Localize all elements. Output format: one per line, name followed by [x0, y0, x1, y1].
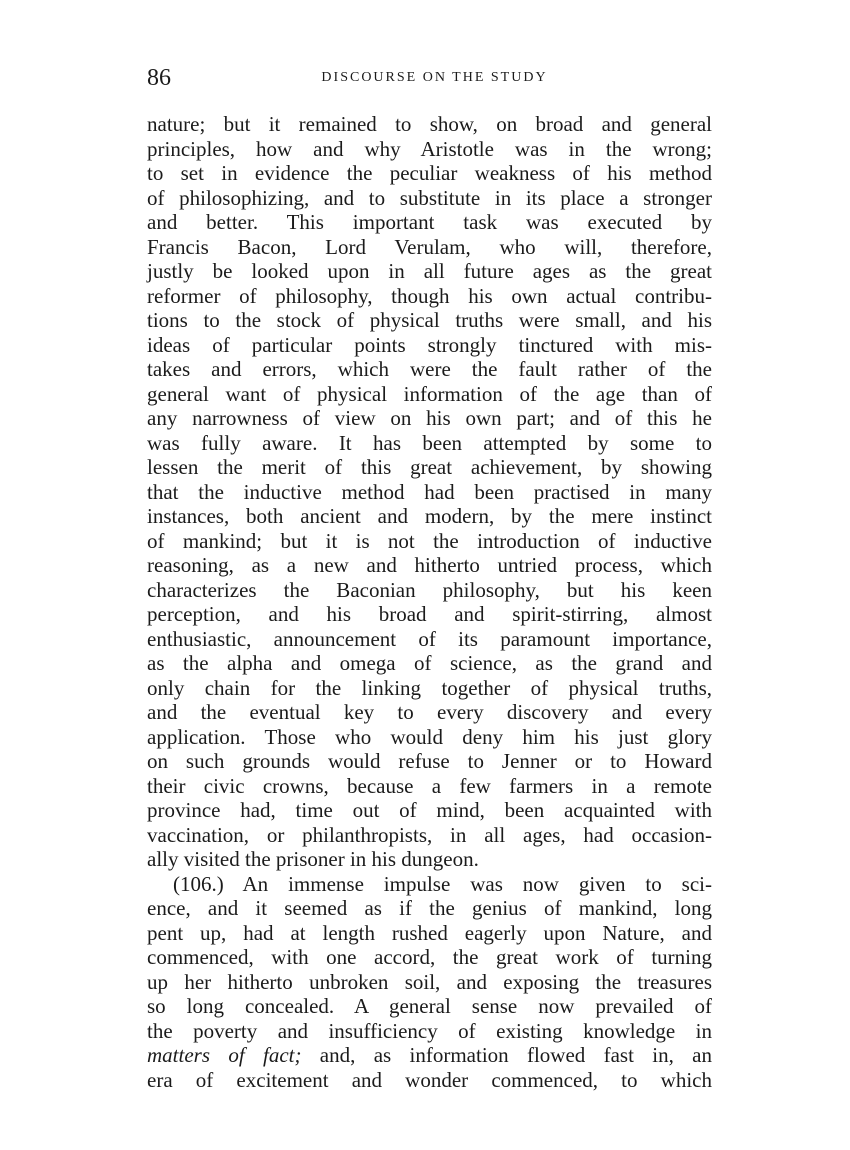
- text-line: only chain for the linking together of physical truths,: [147, 675, 712, 700]
- text-line: ideas of particular points strongly tinctured with mis-: [147, 332, 712, 357]
- text-line: any narrowness of view on his own part; and of this he: [147, 406, 712, 430]
- text-line: application. Those who would deny him his just glory: [147, 724, 712, 749]
- text-segment: and, as information flowed fast in, an: [301, 1043, 712, 1067]
- text-line: reformer of philosophy, though his own actual contribu-: [147, 283, 712, 308]
- text-line: on such grounds would refuse to Jenner or to Howard: [147, 749, 712, 773]
- italic-phrase: matters of fact;: [147, 1043, 302, 1067]
- text-line: reasoning, as a new and hitherto untried process, which: [147, 553, 712, 577]
- running-head: [147, 64, 712, 92]
- text-line: as the alpha and omega of science, as the grand and: [147, 651, 712, 675]
- text-line: enthusiastic, announcement of its paramount importance,: [147, 626, 712, 651]
- text-line: takes and errors, which were the fault rather of the: [147, 357, 712, 381]
- text-line: and the eventual key to every discovery and every: [147, 700, 712, 724]
- text-line: to set in evidence the peculiar weakness of his method: [147, 161, 712, 185]
- text-line: [147, 1043, 712, 1068]
- text-line: that the inductive method had been practised in many: [147, 479, 712, 504]
- text-line: (106.) An immense impulse was now given to sci-: [173, 871, 712, 896]
- text-line: nature; but it remained to show, on broad and general: [147, 112, 712, 136]
- text-line: up her hitherto unbroken soil, and exposing the treasures: [147, 969, 712, 994]
- text-line: justly be looked upon in all future ages as the great: [147, 259, 712, 283]
- text-line: of mankind; but it is not the introduction of inductive: [147, 528, 712, 553]
- body-text: [147, 112, 712, 1092]
- page-number: 86: [147, 65, 171, 91]
- text-line: instances, both ancient and modern, by the mere instinct: [147, 504, 712, 528]
- text-line: tions to the stock of physical truths were small, and his: [147, 308, 712, 332]
- text-line: vaccination, or philanthropists, in all ages, had occasion-: [147, 822, 712, 847]
- text-line: pent up, had at length rushed eagerly upon Nature, and: [147, 920, 712, 945]
- text-line: characterizes the Baconian philosophy, but his keen: [147, 577, 712, 602]
- text-line: and better. This important task was executed by: [147, 210, 712, 234]
- text-line: ence, and it seemed as if the genius of mankind, long: [147, 896, 712, 920]
- text-line: commenced, with one accord, the great work of turning: [147, 945, 712, 969]
- text-line: era of excitement and wonder commenced, to which: [147, 1067, 712, 1092]
- text-line: ally visited the prisoner in his dungeon.: [147, 847, 479, 871]
- text-line: lessen the merit of this great achievement, by showing: [147, 455, 712, 479]
- text-line: their civic crowns, because a few farmers in a remote: [147, 773, 712, 798]
- paragraph: [147, 872, 712, 1093]
- text-line: principles, how and why Aristotle was in the wrong;: [147, 136, 712, 161]
- text-line: of philosophizing, and to substitute in its place a stronger: [147, 185, 712, 210]
- running-title: DISCOURSE ON THE STUDY: [321, 70, 548, 85]
- text-line: was fully aware. It has been attempted by some to: [147, 430, 712, 455]
- text-line: general want of physical information of the age than of: [147, 381, 712, 406]
- text-line: Francis Bacon, Lord Verulam, who will, therefore,: [147, 234, 712, 259]
- text-line: so long concealed. A general sense now prevailed of: [147, 994, 712, 1018]
- text-line: province had, time out of mind, been acquainted with: [147, 798, 712, 822]
- text-line: the poverty and insufficiency of existing knowledge in: [147, 1018, 712, 1043]
- text-line: perception, and his broad and spirit-stirring, almost: [147, 602, 712, 626]
- paragraph: [147, 112, 712, 872]
